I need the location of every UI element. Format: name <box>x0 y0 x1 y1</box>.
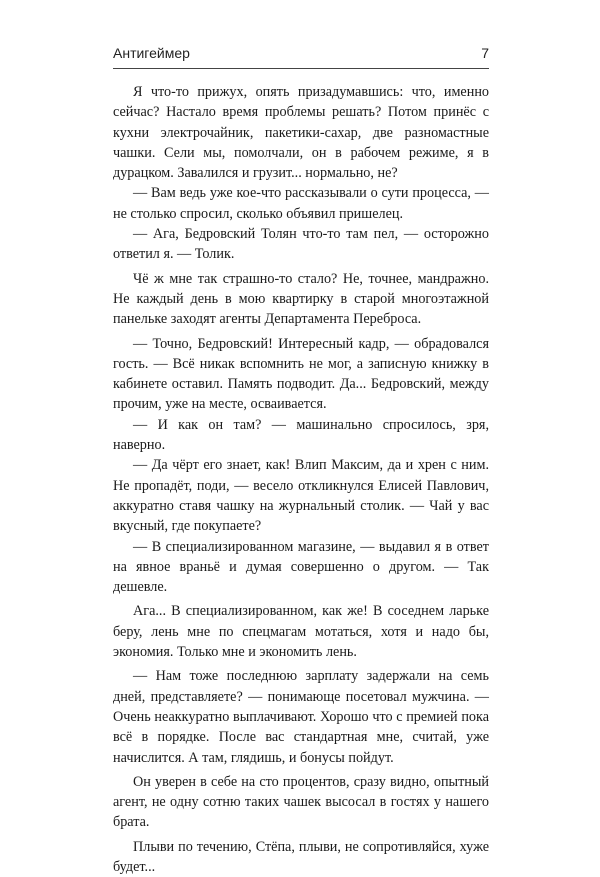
paragraph: Плыви по течению, Стёпа, плыви, не сопротивляйся, хуже будет... <box>113 838 489 875</box>
paragraph: — В специализированном магазине, — выдавил я в ответ на явное враньё и думая совершенно о другом. — Так дешевле. <box>113 538 489 596</box>
paragraph: — Точно, Бедровский! Интересный кадр, — обрадовался гость. — Всё никак вспомнить не мог, а записную книжку в кабинете оставил. Память подводит. Да... Бедровский, между прочим, уже на месте, осваивается. <box>113 335 489 413</box>
paragraph: — Да чёрт его знает, как! Влип Максим, да и хрен с ним. Не пропадёт, поди, — весело откликнулся Елисей Павлович, аккуратно ставя чашку на журнальный столик. — Чай у вас вкусный, где покупаете? <box>113 457 489 535</box>
paragraph: Он уверен в себе на сто процентов, сразу видно, опытный агент, не одну сотню таких чашек высосал в гостях у нашего брата. <box>113 773 489 831</box>
paragraph: Я что-то прижух, опять призадумавшись: что, именно сейчас? Настало время проблемы решать? Потом принёс с кухни электрочайник, пакетики-сахар, две разномастные чашки. Сели мы, помолчали, он в рабочем режиме, я в дурацком. Завалился и грузит... нормально, не? <box>113 84 489 182</box>
running-header <box>113 45 489 65</box>
paragraph: — Нам тоже последнюю зарплату задержали на семь дней, представляете? — понимающе посетовал мужчина. — Очень неаккуратно выплачивают. Хорошо что с премией пока всё в порядке. После вас стандартная мне, считай, уже начислится. А там, глядишь, и бонусы пойдут. <box>113 668 489 766</box>
paragraph: — И как он там? — машинально спросилось, зря, наверно. <box>113 416 489 454</box>
body-text <box>113 82 489 877</box>
page-number: 7 <box>481 45 489 61</box>
running-header-title: Антигеймер <box>113 45 190 61</box>
paragraph: Ага... В специализированном, как же! В соседнем ларьке беру, лень мне по спецмагам мотаться, хотя и надо бы, экономия. Только мне и экономить лень. <box>113 603 489 661</box>
paragraph: — Ага, Бедровский Толян что-то там пел, — осторожно ответил я. — Толик. <box>113 226 489 263</box>
paragraph: Чё ж мне так страшно-то стало? Не, точнее, мандражно. Не каждый день в мою квартирку в старой многоэтажной панельке заходят агенты Департамента Переброса. <box>113 270 489 328</box>
header-rule <box>113 68 489 69</box>
paragraph: — Вам ведь уже кое-что рассказывали о сути процесса, — не столько спросил, сколько объявил пришелец. <box>113 185 489 222</box>
